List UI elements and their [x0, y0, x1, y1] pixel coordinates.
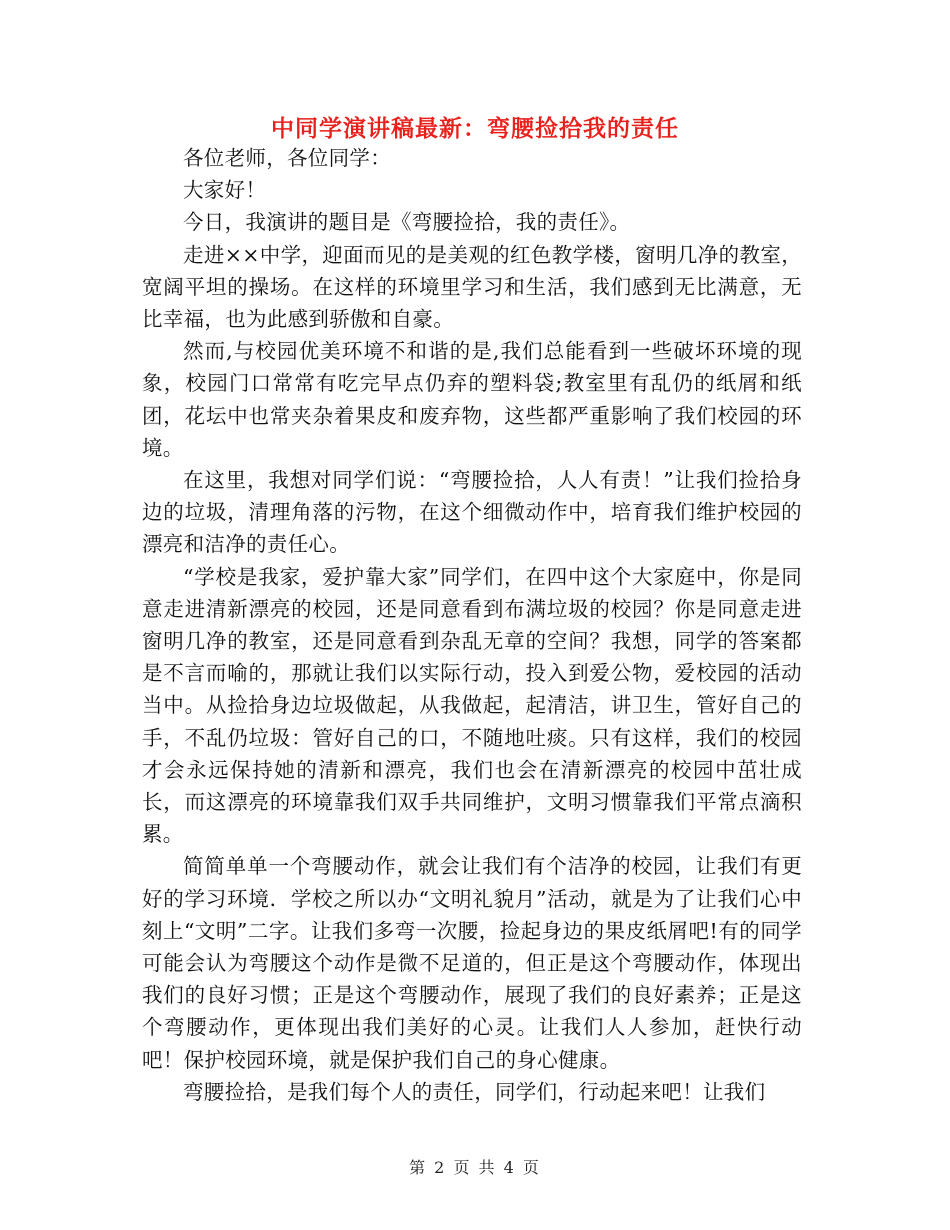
paragraph: 简简单单一个弯腰动作，就会让我们有个洁净的校园，让我们有更好的学习环境．学校之所以办“文明礼貌月”活动，就是为了让我们心中刻上“文明”二字。让我们多弯一次腰，捡起身边的果皮纸屑吧!有的同学可能会认为弯腰这个动作是微不足道的，但正是这个弯腰动作，体现出我们的良好习惯；正是这个弯腰动作，展现了我们的良好素养；正是这个弯腰动作，更体现出我们美好的心灵。让我们人人参加，赶快行动吧！保护校园环境，就是保护我们自己的身心健康。	[142, 854, 802, 1072]
paragraph: 然而,与校园优美环境不和谐的是,我们总能看到一些破坏环境的现象，校园门口常常有吃完早点仍弃的塑料袋;教室里有乱仍的纸屑和纸团，花坛中也常夹杂着果皮和废弃物，这些都严重影响了我们校园的环境。	[142, 339, 802, 460]
paragraph: 弯腰捡拾，是我们每个人的责任，同学们，行动起来吧！让我们	[183, 1079, 766, 1104]
paragraph-topic: 今日，我演讲的题目是《弯腰捡拾，我的责任》。	[183, 210, 631, 235]
document-body	[142, 142, 802, 1108]
paragraph: 在这里，我想对同学们说：“弯腰捡拾，人人有责！”让我们捡拾身边的垃圾，清理角落的污物，在这个细微动作中，培育我们维护校园的漂亮和洁净的责任心。	[142, 468, 802, 557]
paragraph-greeting: 大家好！	[183, 178, 267, 203]
page-footer: 第 2 页 共 4 页	[409, 1158, 541, 1177]
paragraph: 走进××中学，迎面而见的是美观的红色教学楼，窗明几净的教室，宽阔平坦的操场。在这样的环境里学习和生活，我们感到无比满意，无比幸福，也为此感到骄傲和自豪。	[142, 242, 802, 332]
paragraph-salutation: 各位老师，各位同学：	[183, 146, 391, 170]
page-title: 中同学演讲稿最新：弯腰捡拾我的责任	[271, 116, 679, 142]
paragraph: “学校是我家，爱护靠大家”同学们，在四中这个大家庭中，你是同意走进清新漂亮的校园，还是同意看到布满垃圾的校园？你是同意走进窗明几净的教室，还是同意看到杂乱无章的空间？我想，同学的答案都是不言而喻的，那就让我们以实际行动，投入到爱公物，爱校园的活动当中。从捡拾身边垃圾做起，从我做起，起清洁，讲卫生，管好自己的手，不乱仍垃圾：管好自己的口，不随地吐痰。只有这样，我们的校园才会永远保持她的清新和漂亮，我们也会在清新漂亮的校园中茁壮成长，而这漂亮的环境靠我们双手共同维护，文明习惯靠我们平常点滴积累。	[142, 564, 802, 847]
